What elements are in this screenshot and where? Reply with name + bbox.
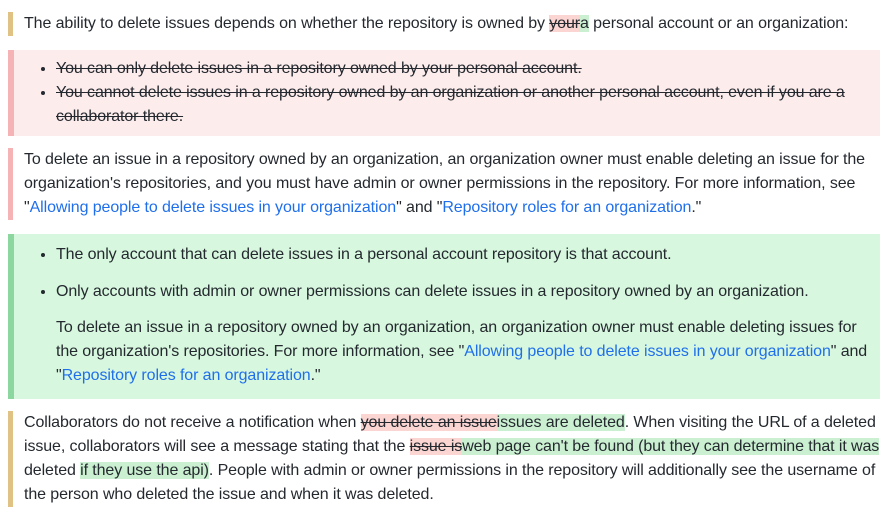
removed-block [8,50,880,136]
text-segment: Collaborators do not receive a notification when [24,414,361,431]
added-list [14,243,872,388]
text-segment: " and " [396,199,443,216]
paragraph-org-delete [8,148,880,220]
added-text: if they use the api) [80,462,209,479]
doc-link[interactable]: Repository roles for an organization [442,199,692,216]
doc-link[interactable]: Allowing people to delete issues in your organization [29,199,397,216]
removed-text: You can only delete issues in a repository owned by your personal account. [56,60,582,77]
nested-paragraph [56,316,872,388]
deleted-text: you delete an issue [360,414,497,431]
text-segment: To delete an issue in a repository owned by an organization, an organization owner must enable deleting issues for the organization's repositories. For more information, see " [56,319,857,360]
text-segment: To delete an issue in a repository owned by an organization, an organization owner must enable deleting an issue for the organization's repositories, and you must have admin or owner permissions in the repository. For more information, see " [24,151,865,216]
doc-link[interactable]: Allowing people to delete issues in your organization [464,343,831,360]
list-item-text [56,280,872,304]
paragraph-intro [8,12,880,36]
added-text: web page can't be found (but they can determine that it was [462,438,880,455]
text-segment: personal account or an organization: [588,15,849,32]
text-segment: deleted [24,462,81,479]
removed-text: You cannot delete issues in a repository owned by an organization or another personal account, even if you are a collaborator there. [56,84,845,125]
list-item-text [56,243,872,267]
deleted-text: your [549,15,580,32]
text-segment: Only accounts with admin or owner permissions can delete issues in a repository owned by an organization. [56,283,809,300]
text-segment: . People with admin or owner permissions in the repository will additionally see the username of the person who deleted the issue and when it was deleted. [24,462,876,503]
doc-link[interactable]: Repository roles for an organization [61,367,311,384]
text-segment: . When visiting the URL of a deleted issue, collaborators will see a message stating that the [24,414,876,455]
added-text: issues are deleted [496,414,625,431]
deleted-text: issue is [409,438,463,455]
removed-list [14,57,872,129]
text-segment: ." [691,199,702,216]
added-text: a [580,15,589,32]
text-segment: " and " [56,343,868,384]
text-segment: The only account that can delete issues in a personal account repository is that account. [56,246,672,263]
list-item [56,57,872,81]
added-block [8,234,880,399]
paragraph-collaborators [8,411,880,507]
text-segment: The ability to delete issues depends on whether the repository is owned by [24,15,550,32]
list-item [56,243,872,267]
list-item [56,81,872,129]
list-item [56,280,872,388]
text-segment: ." [310,367,321,384]
